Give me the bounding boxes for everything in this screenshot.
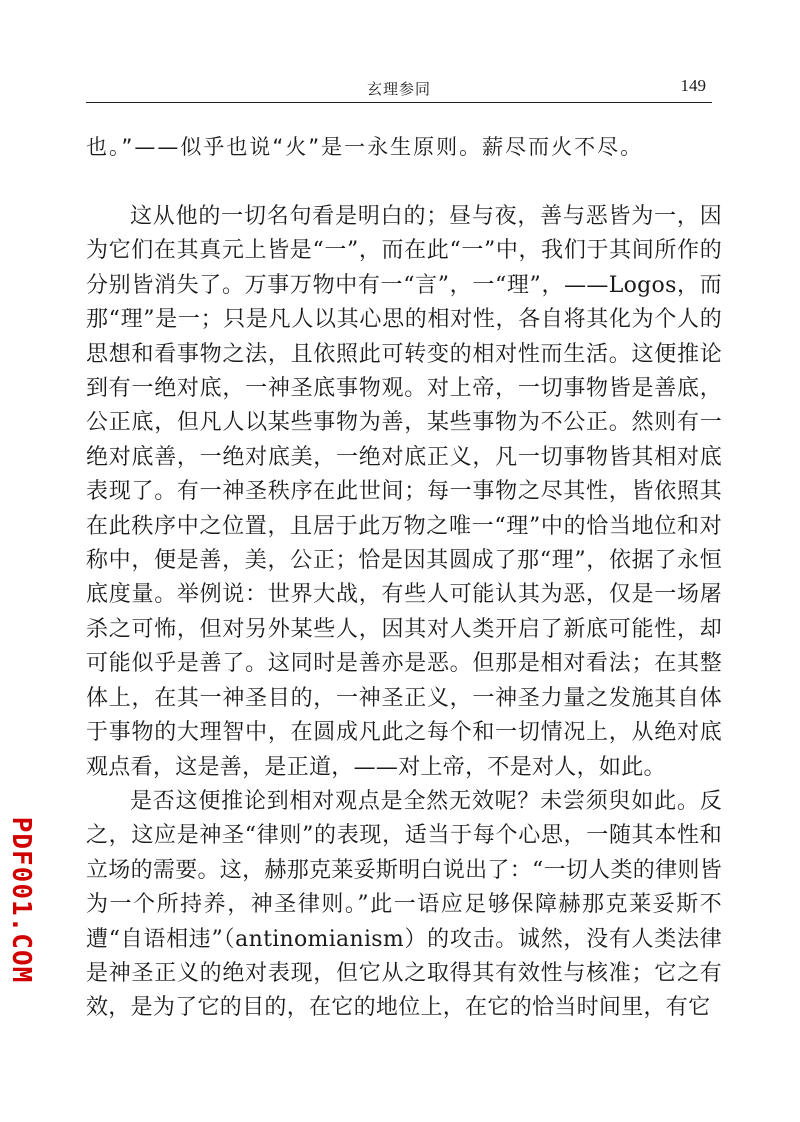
watermark-text: PDF001.COM	[6, 816, 36, 984]
page-number: 149	[680, 76, 706, 95]
quote-line: 也。”——似乎也说“火”是一永生原则。薪尽而火不尽。	[86, 135, 644, 159]
paragraph: 是否这便推论到相对观点是全然无效呢？未尝须臾如此。反之，这应是神圣“律则”的表现，适当于每个心思，一随其本性和立场的需要。这，赫那克莱妥斯明白说出了：“一切人类的律则皆为一个所持养，神圣律则。”此一语应足够保障赫那克莱妥斯不遭“自语相违”（antinomianism）的攻击。诚然，没有人类法律是神圣正义的绝对表现，但它从之取得其有效性与核准；它之有效，是为了它的目的，在它的地位上，在它的恰当时间里，有它	[86, 788, 722, 1021]
running-header	[86, 72, 712, 102]
header-rule	[86, 102, 712, 103]
watermark	[4, 810, 38, 990]
running-header-title: 玄理参同	[366, 80, 431, 98]
paragraph: 这从他的一切名句看是明白的；昼与夜，善与恶皆为一，因为它们在其真元上皆是“一”，而在此“一”中，我们于其间所作的分别皆消失了。万事万物中有一“言”，一“理”，——Logos，而那“理”是一；只是凡人以其心思的相对性，各自将其化为个人的思想和看事物之法，且依照此可转变的相对性而生活。这便推论到有一绝对底，一神圣底事物观。对上帝，一切事物皆是善底，公正底，但凡人以某些事物为善，某些事物为不公正。然则有一绝对底善，一绝对底美，一绝对底正义，凡一切事物皆其相对底表现了。有一神圣秩序在此世间；每一事物之尽其性，皆依照其在此秩序中之位置，且居于此万物之唯一“理”中的恰当地位和对称中，便是善，美，公正；恰是因其圆成了那“理”，依据了永恒底度量。举例说：世界大战，有些人可能认其为恶，仅是一场屠杀之可怖，但对另外某些人，因其对人类开启了新底可能性，却可能似乎是善了。这同时是善亦是恶。但那是相对看法；在其整体上，在其一神圣目的，一神圣正义，一神圣力量之发施其自体于事物的大理智中，在圆成凡此之每个和一切情况上，从绝对底观点看，这是善，是正道，——对上帝，不是对人，如此。	[86, 204, 722, 780]
body-text	[86, 200, 722, 1026]
